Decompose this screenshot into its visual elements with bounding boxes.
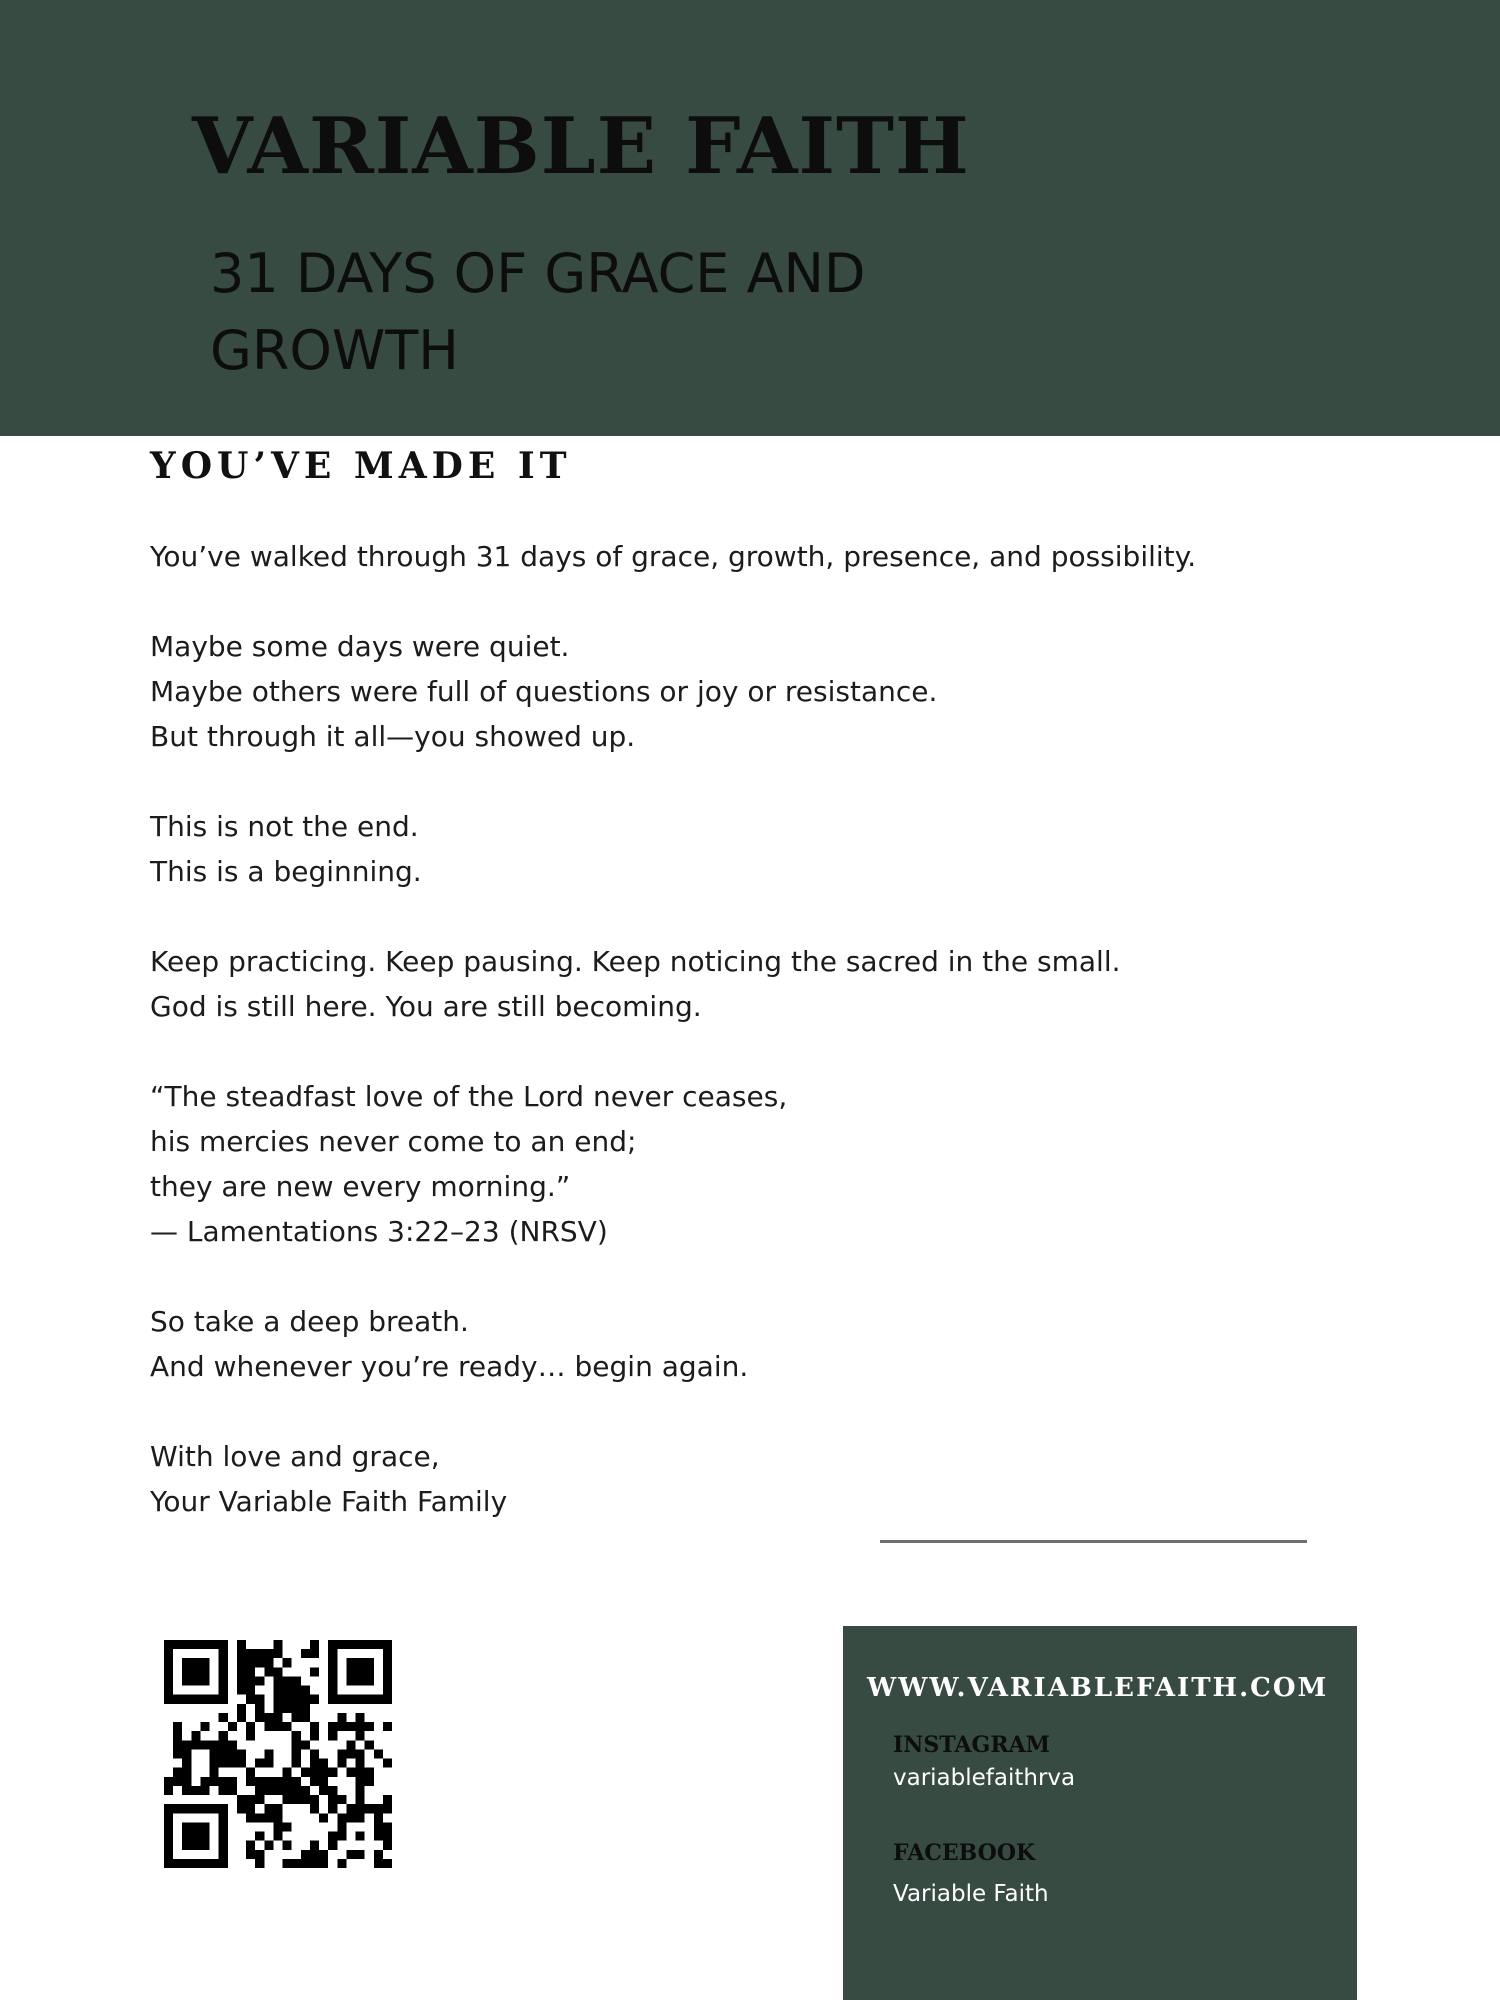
facebook-name[interactable]: Variable Faith <box>893 1881 1049 1907</box>
divider <box>880 1540 1307 1543</box>
letter-line: Keep practicing. Keep pausing. Keep noticing the sacred in the small. <box>150 945 1121 978</box>
paragraph-gap <box>150 1389 1310 1434</box>
instagram-label: INSTAGRAM <box>893 1732 1051 1758</box>
paragraph-gap <box>150 894 1310 939</box>
facebook-label: FACEBOOK <box>893 1840 1036 1866</box>
letter-line: his mercies never come to an end; <box>150 1125 637 1158</box>
paragraph-gap <box>150 1029 1310 1074</box>
letter-line: This is a beginning. <box>150 855 422 888</box>
paragraph-gap <box>150 759 1310 804</box>
letter-line: So take a deep breath. <box>150 1305 469 1338</box>
letter-line: they are new every morning.” <box>150 1170 571 1203</box>
letter-body <box>150 534 1310 1524</box>
paragraph-gap <box>150 1254 1310 1299</box>
letter-line: — Lamentations 3:22–23 (NRSV) <box>150 1215 608 1248</box>
instagram-handle[interactable]: variablefaithrva <box>893 1765 1076 1791</box>
contact-card <box>843 1626 1357 2000</box>
letter-line: You’ve walked through 31 days of grace, growth, presence, and possibility. <box>150 540 1197 573</box>
letter-line: Maybe others were full of questions or joy or resistance. <box>150 675 938 708</box>
website-link[interactable]: WWW.VARIABLEFAITH.COM <box>867 1673 1329 1703</box>
letter-line: Your Variable Faith Family <box>150 1485 508 1518</box>
header-band <box>0 0 1500 436</box>
letter-line: God is still here. You are still becoming. <box>150 990 702 1023</box>
letter-line: This is not the end. <box>150 810 419 843</box>
letter-line: And whenever you’re ready… begin again. <box>150 1350 749 1383</box>
letter-line: “The steadfast love of the Lord never ceases, <box>150 1080 788 1113</box>
letter-line: With love and grace, <box>150 1440 440 1473</box>
letter-line: Maybe some days were quiet. <box>150 630 570 663</box>
qr-code-icon <box>164 1640 392 1868</box>
section-heading: YOU’VE MADE IT <box>150 445 572 487</box>
brand-title: VARIABLE FAITH <box>192 101 970 192</box>
brand-subtitle: 31 DAYS OF GRACE AND GROWTH <box>210 242 866 382</box>
paragraph-gap <box>150 579 1310 624</box>
letter-line: But through it all—you showed up. <box>150 720 636 753</box>
